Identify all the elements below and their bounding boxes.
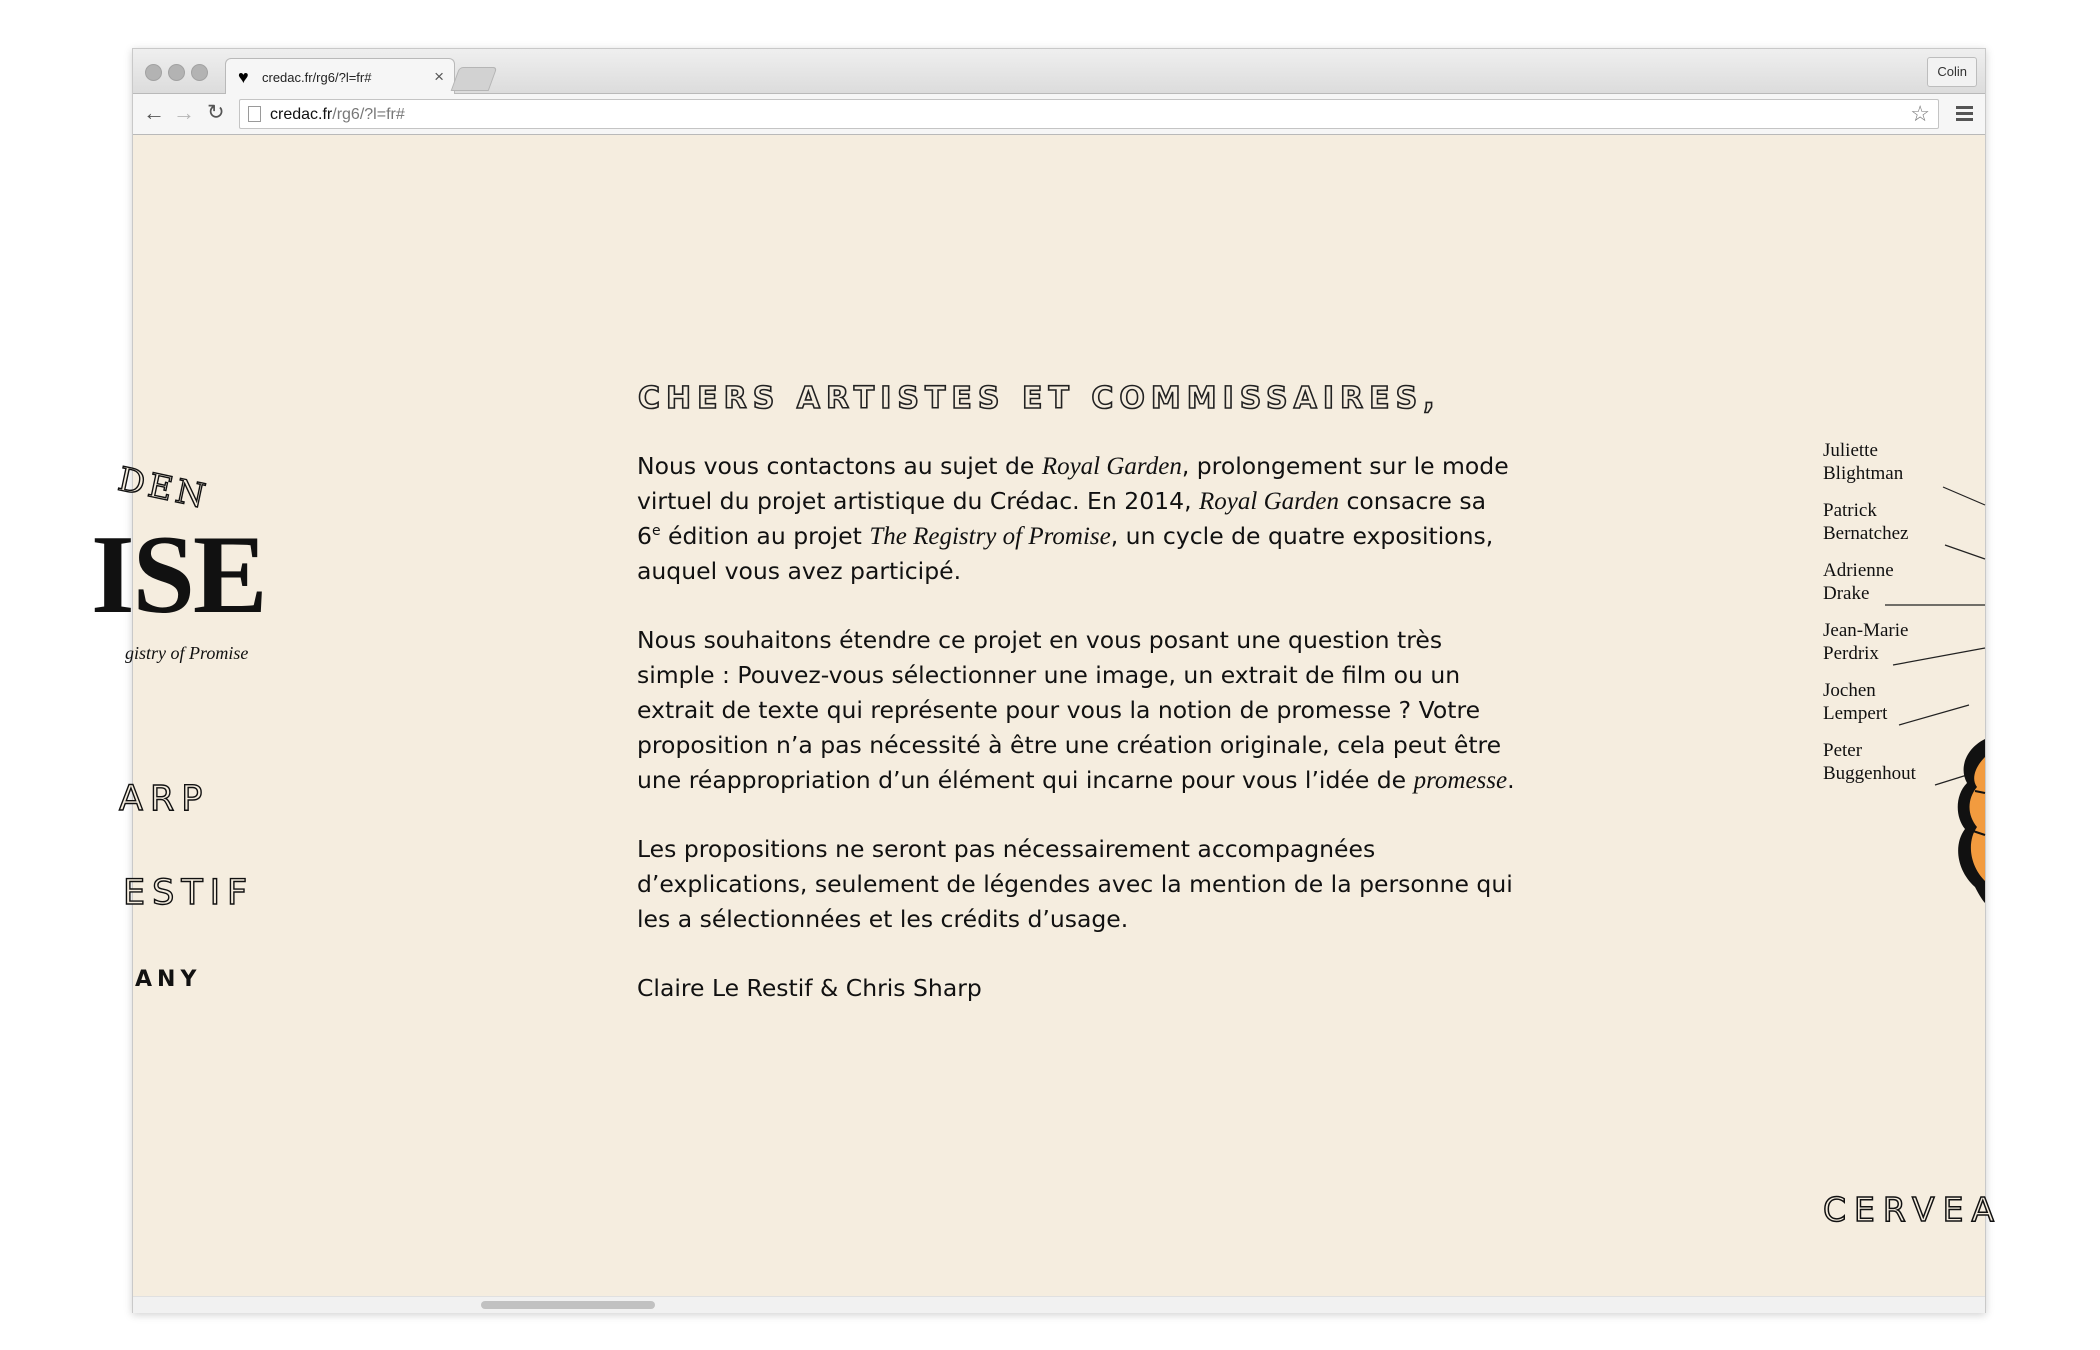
paragraph-3: Les propositions ne seront pas nécessairement accompagnées d’explications, seulement de légendes avec la mention de la personne qui les a sélectionnées et les crédits d’usage. bbox=[637, 835, 1513, 933]
name-first: Jochen bbox=[1823, 680, 1876, 701]
page-icon bbox=[248, 106, 261, 122]
p1-text-d: édition au projet bbox=[660, 522, 870, 550]
p1-superscript: e bbox=[651, 523, 661, 540]
signature: Claire Le Restif & Chris Sharp bbox=[637, 974, 982, 1002]
page-viewport bbox=[91, 135, 2003, 1297]
poster-sharp-text: ARP bbox=[119, 779, 210, 819]
horizontal-scrollbar[interactable] bbox=[133, 1296, 1985, 1313]
minimize-window-button[interactable] bbox=[168, 64, 185, 81]
p1-royal-garden-1: Royal Garden bbox=[1041, 453, 1182, 480]
poster-restif-text: ESTIF bbox=[123, 873, 255, 913]
new-tab-button[interactable] bbox=[451, 67, 498, 91]
scrollbar-thumb[interactable] bbox=[481, 1301, 655, 1309]
reload-icon[interactable]: ↻ bbox=[207, 101, 225, 124]
tab-title: credac.fr/rg6/?l=fr# bbox=[262, 70, 372, 85]
url-text[interactable] bbox=[270, 106, 405, 124]
zoom-window-button[interactable] bbox=[191, 64, 208, 81]
poster-promise-title: ISE bbox=[91, 513, 266, 637]
p1-text-a: Nous vous contactons au sujet de bbox=[637, 452, 1042, 480]
tab-strip bbox=[133, 49, 1985, 94]
p2-text-a: Nous souhaitons étendre ce projet en vous posant une question très simple : Pouvez-vous sélectionner une image, un extrait de film ou un extrait de texte qui représente pour vous la notion de promesse ? Votre proposition n’a pas nécessité à être une création originale, cela peut être une réappropriation d’un élément qui incarne pour vous l’idée de bbox=[637, 626, 1502, 794]
p1-text-e: , un cycle de quatre expositions, auquel vous avez participé. bbox=[637, 522, 1494, 585]
name-last: Lempert bbox=[1823, 703, 1888, 724]
letter-heading: CHERS ARTISTES ET COMMISSAIRES, bbox=[638, 381, 1441, 416]
star-icon[interactable]: ☆ bbox=[1910, 101, 1930, 126]
profile-button[interactable]: Colin bbox=[1927, 57, 1977, 87]
name-first: Jean-Marie bbox=[1823, 620, 1909, 641]
name-last: Perdrix bbox=[1823, 643, 1879, 664]
name-leader-lines bbox=[133, 135, 1985, 1297]
p2-promesse: promesse bbox=[1413, 767, 1508, 794]
active-tab[interactable] bbox=[225, 58, 455, 95]
browser-toolbar bbox=[133, 94, 1985, 135]
back-arrow-icon[interactable]: ← bbox=[143, 100, 165, 125]
url-path: /rg6/?l=fr# bbox=[332, 106, 405, 123]
p2-text-b: . bbox=[1507, 766, 1515, 794]
name-last: Blightman bbox=[1823, 463, 1904, 484]
p1-text-c: consacre sa 6 bbox=[637, 487, 1486, 550]
name-last: Buggenhout bbox=[1823, 763, 1916, 784]
name-first: Peter bbox=[1823, 740, 1863, 761]
poster-den-text: DEN bbox=[114, 459, 213, 517]
poster-registry-subtitle: gistry of Promise bbox=[125, 643, 249, 663]
name-last: Drake bbox=[1823, 583, 1870, 604]
browser-window bbox=[91, 48, 2003, 1313]
menu-icon[interactable] bbox=[1956, 106, 1973, 124]
p1-registry-title: The Registry of Promise bbox=[869, 523, 1111, 550]
tab-close-button[interactable]: × bbox=[434, 67, 444, 86]
name-first: Patrick bbox=[1823, 500, 1877, 521]
url-host: credac.fr bbox=[270, 106, 333, 123]
name-first: Juliette bbox=[1823, 440, 1878, 461]
close-window-button[interactable] bbox=[145, 64, 162, 81]
poster-any-text: ANY bbox=[135, 967, 202, 992]
orange-figure-illustration bbox=[1953, 739, 1985, 909]
heart-favicon-icon: ♥ bbox=[238, 67, 249, 87]
forward-arrow-icon[interactable]: → bbox=[173, 100, 195, 125]
p1-text-b: , prolongement sur le mode virtuel du projet artistique du Crédac. En 2014, bbox=[637, 452, 1509, 515]
address-bar[interactable] bbox=[239, 99, 1939, 129]
name-last: Bernatchez bbox=[1823, 523, 1909, 544]
right-poster-cerveau-text: CERVEA bbox=[1823, 1190, 2003, 1229]
name-first: Adrienne bbox=[1823, 560, 1894, 581]
p1-royal-garden-2: Royal Garden bbox=[1199, 488, 1340, 515]
